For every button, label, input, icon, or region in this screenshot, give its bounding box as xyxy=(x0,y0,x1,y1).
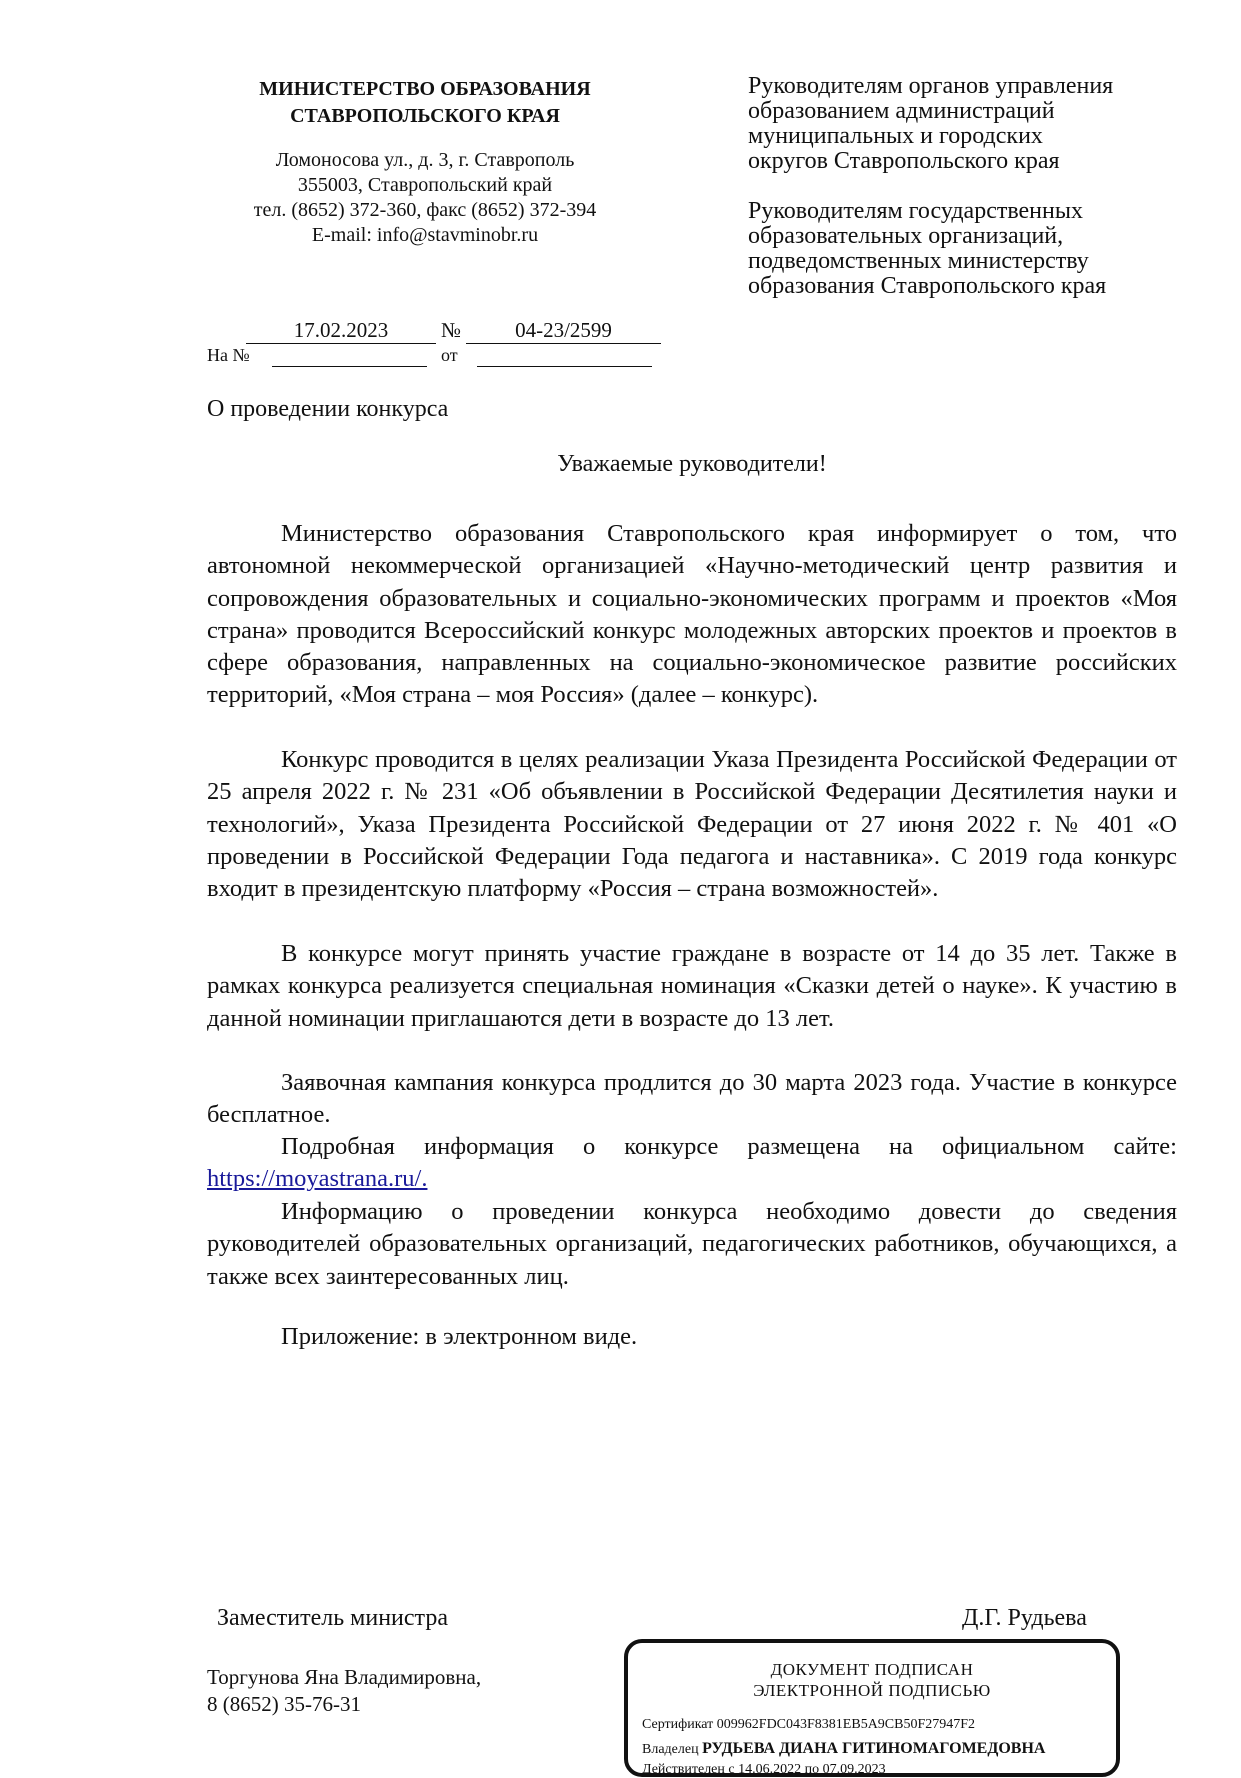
address-street: Ломоносова ул., д. 3, г. Ставрополь xyxy=(275,149,575,171)
ministry-line-1: МИНИСТЕРСТВО ОБРАЗОВАНИЯ xyxy=(259,78,591,100)
signer-position: Заместитель министра xyxy=(217,1605,448,1631)
number-sign: № xyxy=(440,318,462,342)
reply-reference-line xyxy=(207,345,657,367)
stamp-title-line-1: ДОКУМЕНТ ПОДПИСАН xyxy=(770,1660,974,1679)
valid-from-prefix: с xyxy=(728,1762,735,1777)
body-paragraph-1: Министерство образования Ставропольского края информирует о том, что автономной некоммерческой организацией «Научно-методический центр развития и сопровождения образовательных и социально-экономических программ и проектов «Моя страна» проводится Всероссийский конкурс молодежных авторских проектов и проектов в сфере образования, направленных на социально-экономическое развитие российских территорий, «Моя страна – моя Россия» (далее – конкурс). xyxy=(207,520,1177,709)
owner-label: Владелец xyxy=(642,1742,699,1757)
signer-name: Д.Г. Рудьева xyxy=(962,1605,1087,1631)
registration-line xyxy=(246,318,661,343)
valid-to: 07.09.2023 xyxy=(822,1762,886,1777)
recipient-line: образовательных организаций, xyxy=(748,223,1064,249)
recipient-line: Руководителям государственных xyxy=(748,198,1083,224)
body-paragraph-5 xyxy=(207,1131,1177,1196)
reply-date-blank xyxy=(477,366,652,367)
website-text: Подробная информация о конкурсе размещена на официальном сайте: xyxy=(281,1133,1177,1160)
recipient-line: округов Ставропольского края xyxy=(748,148,1060,174)
body-paragraph-6: Информацию о проведении конкурса необходимо довести до сведения руководителей образовательных организаций, педагогических работников, обучающихся, а также всех заинтересованных лиц. xyxy=(207,1198,1177,1290)
stamp-title xyxy=(628,1659,1116,1701)
recipient-line: муниципальных и городских xyxy=(748,123,1043,149)
letter-subject: О проведении конкурса xyxy=(207,396,449,422)
recipient-block-2 xyxy=(748,199,1188,299)
document-date: 17.02.2023 xyxy=(246,318,436,344)
stamp-title-line-2: ЭЛЕКТРОННОЙ ПОДПИСЬЮ xyxy=(753,1681,991,1700)
stamp-certificate xyxy=(642,1717,975,1733)
certificate-value: 009962FDC043F8381EB5A9CB50F27947F2 xyxy=(716,1717,976,1732)
reply-number-label: На № xyxy=(207,345,250,365)
address-postcode: 355003, Ставропольский край xyxy=(297,174,553,196)
e-signature-stamp xyxy=(624,1639,1120,1777)
valid-to-prefix: по xyxy=(804,1762,820,1777)
recipient-line: подведомственных министерству xyxy=(748,248,1089,274)
body-paragraph-4: Заявочная кампания конкурса продлится до 30 марта 2023 года. Участие в конкурсе бесплатное. xyxy=(207,1069,1177,1129)
body-paragraph-2: Конкурс проводится в целях реализации Указа Президента Российской Федерации от 25 апреля 2022 г. № 231 «Об объявлении в Российской Федерации Десятилетия науки и технологий», Указа Президента Российской Федерации от 27 июня 2022 г. № 401 «О проведении в Российской Федерации Года педагога и наставника». С 2019 года конкурс входит в президентскую платформу «Россия – страна возможностей». xyxy=(207,746,1177,903)
reply-number-blank xyxy=(272,366,427,367)
owner-value: РУДЬЕВА ДИАНА ГИТИНОМАГОМЕДОВНА xyxy=(702,1740,1046,1757)
ministry-name xyxy=(205,76,645,130)
body-paragraph-3: В конкурсе могут принять участие граждане в возрасте от 14 до 35 лет. Также в рамках конкурса реализуется специальная номинация «Сказки детей о науке». К участию в данной номинации приглашаются дети в возрасте до 13 лет. xyxy=(207,940,1177,1032)
certificate-label: Сертификат xyxy=(642,1717,714,1732)
recipient-line: образования Ставропольского края xyxy=(748,273,1107,299)
ministry-address xyxy=(205,148,645,248)
address-email: E-mail: info@stavminobr.ru xyxy=(311,224,539,246)
stamp-owner xyxy=(642,1740,1045,1758)
reply-from-label: от xyxy=(441,345,458,365)
performer-name: Торгунова Яна Владимировна, xyxy=(207,1665,482,1689)
recipient-line: образованием администраций xyxy=(748,98,1055,124)
recipient-block-1 xyxy=(748,74,1188,174)
stamp-validity xyxy=(642,1762,886,1778)
attachment-note: Приложение: в электронном виде. xyxy=(281,1323,638,1350)
greeting: Уважаемые руководители! xyxy=(557,451,827,477)
valid-from: 14.06.2022 xyxy=(738,1762,802,1777)
performer-phone: 8 (8652) 35-76-31 xyxy=(207,1692,361,1716)
address-phone: тел. (8652) 372-360, факс (8652) 372-394 xyxy=(253,199,597,221)
performer-info xyxy=(207,1664,481,1718)
recipient-line: Руководителям органов управления xyxy=(748,73,1114,99)
document-number: 04-23/2599 xyxy=(466,318,661,344)
valid-label: Действителен xyxy=(642,1762,725,1777)
ministry-line-2: СТАВРОПОЛЬСКОГО КРАЯ xyxy=(290,105,560,127)
website-link[interactable]: https://moyastrana.ru/. xyxy=(207,1165,428,1193)
